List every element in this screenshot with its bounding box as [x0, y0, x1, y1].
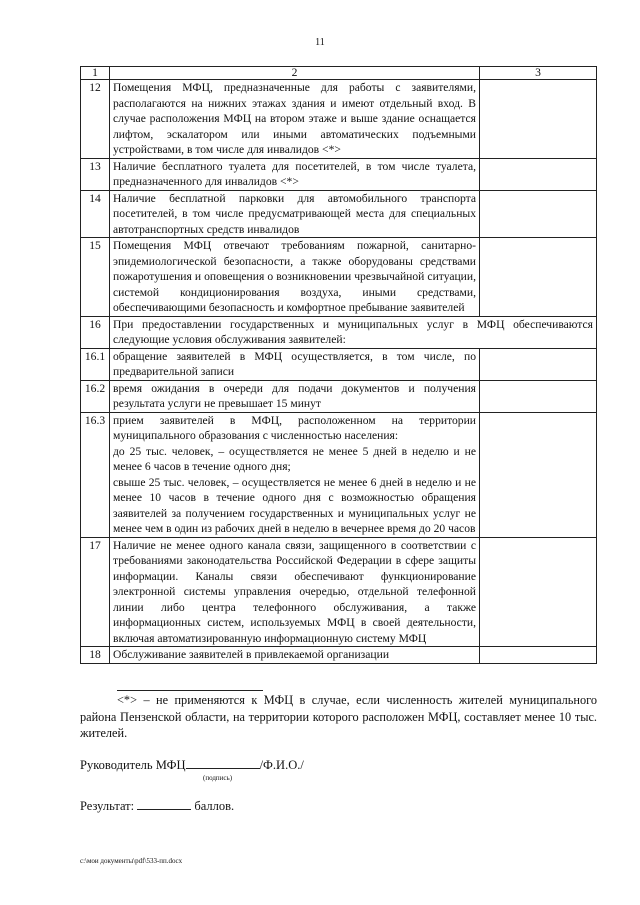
row-number: 13 [81, 158, 110, 190]
row-score-cell [480, 647, 597, 664]
footnote [80, 692, 597, 742]
table-row [81, 412, 597, 537]
row-text: время ожидания в очереди для подачи документов и получения результата услуги не превышает 15 минут [110, 380, 480, 412]
row-number: 17 [81, 537, 110, 647]
table-row [81, 537, 597, 647]
signature-caption: (подпись) [203, 774, 233, 782]
result-line [80, 797, 234, 814]
row-text: При предоставлении государственных и муниципальных услуг в МФЦ обеспечиваются следующие условия обслуживания заявителей: [110, 316, 597, 348]
result-suffix: баллов. [194, 799, 235, 813]
row-score-cell [480, 537, 597, 647]
table-row [81, 380, 597, 412]
row-score-cell [480, 412, 597, 537]
table-row [81, 190, 597, 238]
page-number: 11 [315, 37, 325, 48]
row-score-cell [480, 348, 597, 380]
signature-suffix: /Ф.И.О./ [259, 758, 304, 772]
row-score-cell [480, 158, 597, 190]
table-row [81, 316, 597, 348]
signature-label: Руководитель МФЦ [80, 758, 186, 772]
table-header-row [81, 67, 597, 80]
row-text: Обслуживание заявителей в привлекаемой организации [110, 647, 480, 664]
row-text: Наличие бесплатной парковки для автомобильного транспорта посетителей, в том числе предусматривающей места для специальных автотранспортных средств инвалидов [110, 190, 480, 238]
row-text: Наличие бесплатного туалета для посетителей, в том числе туалета, предназначенного для инвалидов <*> [110, 158, 480, 190]
row-text: прием заявителей в МФЦ, расположенном на территории муниципального образования с численностью населения: до 25 тыс. человек, – осуществляется не менее 5 дней в неделю и не менее 6 часов в течение одного дня; свыше 25 тыс. человек, – осуществляется не менее 6 дней в неделю и не менее 10 часов в течение одного дня с возможностью обращения заявителей за получением государственных и муниципальных услуг не менее чем в один из рабочих дней в неделю в вечернее время до 20 часов [110, 412, 480, 537]
row-score-cell [480, 238, 597, 317]
row-number: 14 [81, 190, 110, 238]
row-text: Наличие не менее одного канала связи, защищенного в соответствии с требованиями законодательства Российской Федерации в сфере защиты информации. Каналы связи обеспечивают функционирование электронной системы управления очередью, отдельной телефонной линии либо центра телефонного обслуживания, а также информационных систем, используемых МФЦ в своей деятельности, включая автоматизированную информационную систему МФЦ [110, 537, 480, 647]
header-col-1: 1 [81, 67, 110, 80]
row-number: 12 [81, 80, 110, 159]
table-row [81, 348, 597, 380]
table-row [81, 238, 597, 317]
table-row [81, 80, 597, 159]
row-text: обращение заявителей в МФЦ осуществляется, в том числе, по предварительной записи [110, 348, 480, 380]
row-number: 16.3 [81, 412, 110, 537]
row-score-cell [480, 190, 597, 238]
header-col-3: 3 [480, 67, 597, 80]
signature-blank [186, 756, 260, 769]
header-col-2: 2 [110, 67, 480, 80]
criteria-table [80, 66, 597, 664]
file-path: c:\мои документы\pdf\533-пп.docx [80, 857, 183, 865]
row-number: 16 [81, 316, 110, 348]
table-row [81, 647, 597, 664]
row-score-cell [480, 80, 597, 159]
row-score-cell [480, 380, 597, 412]
signature-line [80, 756, 304, 773]
result-label: Результат: [80, 799, 135, 813]
row-number: 16.2 [81, 380, 110, 412]
footnote-text: <*> – не применяются к МФЦ в случае, если численность жителей муниципального района Пензенской области, на территории которого расположен МФЦ, составляет менее 10 тыс. жителей. [80, 693, 597, 740]
row-number: 16.1 [81, 348, 110, 380]
row-number: 15 [81, 238, 110, 317]
footnote-divider [117, 690, 263, 691]
row-text: Помещения МФЦ отвечают требованиям пожарной, санитарно-эпидемиологической безопасности, а также оборудованы средствами пожаротушения и оповещения о возникновении чрезвычайной ситуации, системой кондиционирования воздуха, иными средствами, обеспечивающими безопасность и комфортное пребывание заявителей [110, 238, 480, 317]
result-blank [137, 797, 191, 810]
row-number: 18 [81, 647, 110, 664]
table-row [81, 158, 597, 190]
row-text: Помещения МФЦ, предназначенные для работы с заявителями, располагаются на нижних этажах здания и имеют отдельный вход. В случае расположения МФЦ на втором этаже и выше здание оснащается лифтом, эскалатором или иными автоматических подъемными устройствами, в том числе для инвалидов <*> [110, 80, 480, 159]
